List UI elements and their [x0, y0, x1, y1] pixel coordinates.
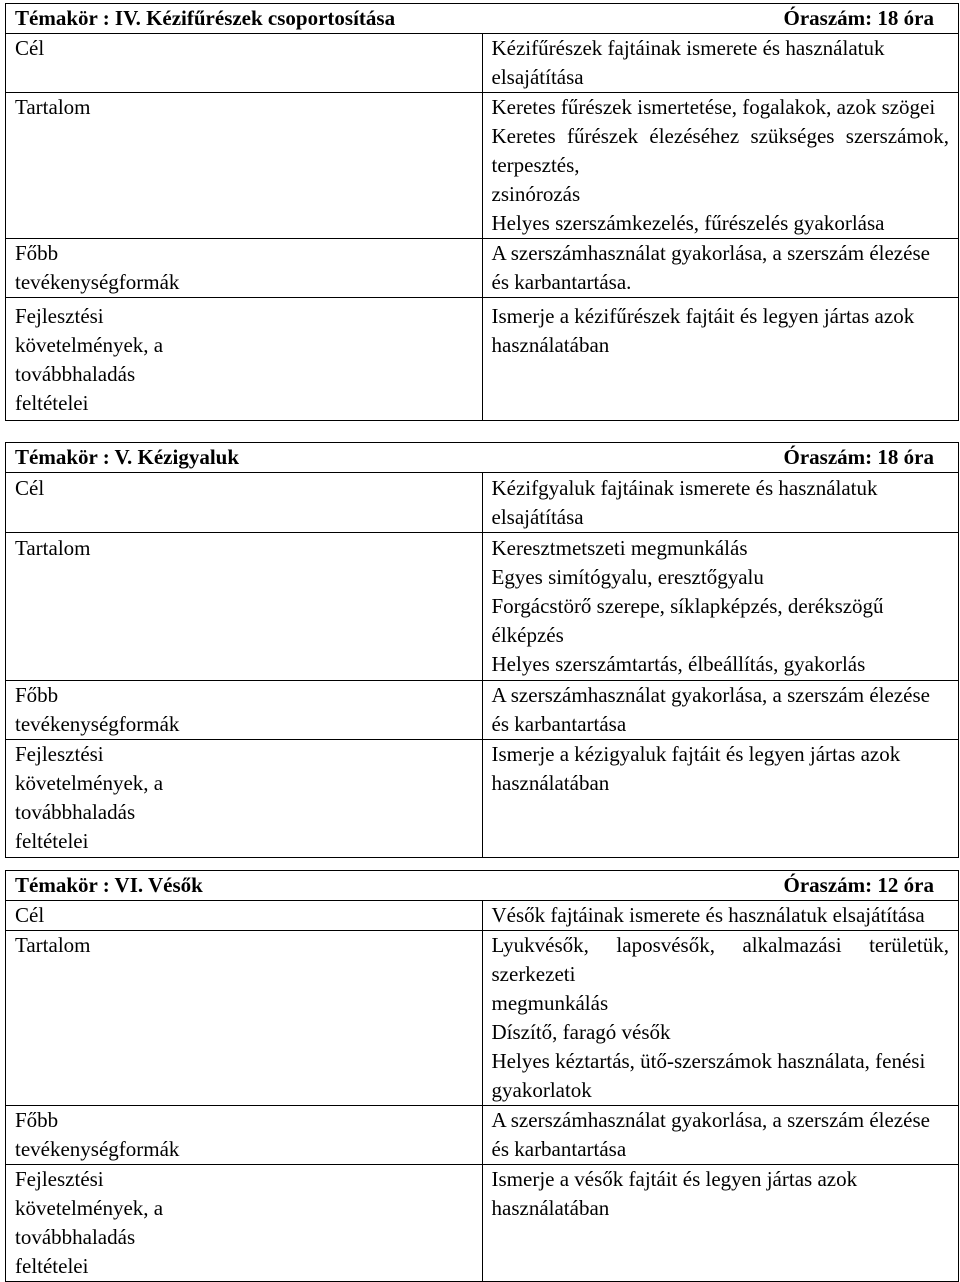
- tartalom-label: Tartalom: [6, 93, 483, 239]
- fejl-value: Ismerje a kézifűrészek fajtáit és legyen jártas azok használatában: [482, 298, 959, 421]
- cel-row: [6, 473, 959, 533]
- tartalom-label: Tartalom: [6, 931, 483, 1106]
- content-line: Egyes simítógyalu, eresztőgyalu: [491, 565, 764, 589]
- content-line: Díszítő, faragó vésők: [491, 1020, 671, 1044]
- topic-hours: Óraszám: 18 óra: [783, 445, 934, 469]
- cel-value: Vésők fajtáinak ismerete és használatuk elsajátítása: [482, 901, 959, 931]
- topic-title: Témakör : IV. Kézifűrészek csoportosítása: [15, 6, 396, 30]
- topic-header: [6, 443, 959, 473]
- topic-header: [6, 871, 959, 901]
- tartalom-row: [6, 533, 959, 681]
- cel-value: Kézifgyaluk fajtáinak ismerete és használatuk elsajátítása: [482, 473, 959, 533]
- content-line: Keretes fűrészek élezéséhez szükséges szerszámok, terpesztés,: [491, 124, 949, 177]
- cel-value: Kézifűrészek fajtáinak ismerete és használatuk elsajátítása: [482, 34, 959, 93]
- fobb-row: [6, 239, 959, 298]
- fejl-label: Fejlesztési követelmények, a továbbhaladás feltételei: [6, 1165, 483, 1282]
- topic-title: Témakör : V. Kézigyaluk: [15, 445, 240, 469]
- content-line: zsinórozás: [491, 182, 581, 206]
- cel-row: [6, 901, 959, 931]
- fobb-value: A szerszámhasználat gyakorlása, a szerszám élezése és karbantartása: [482, 1106, 959, 1165]
- fejl-label: Fejlesztési követelmények, a továbbhaladás feltételei: [6, 298, 483, 421]
- cel-label: Cél: [6, 34, 483, 93]
- tartalom-row: [6, 93, 959, 239]
- content-line: Helyes szerszámkezelés, fűrészelés gyakorlása: [491, 211, 885, 235]
- content-line: Keresztmetszeti megmunkálás: [491, 536, 748, 560]
- fobb-label: Főbb tevékenységformák: [6, 239, 483, 298]
- content-line: Helyes szerszámtartás, élbeállítás, gyakorlás: [491, 652, 866, 676]
- topic-table-iv: [5, 3, 959, 421]
- fejl-value: Ismerje a vésők fajtáit és legyen jártas azok használatában: [482, 1165, 959, 1282]
- fobb-row: [6, 1106, 959, 1165]
- tartalom-value: [482, 533, 959, 681]
- fobb-row: [6, 681, 959, 740]
- tartalom-value: [482, 931, 959, 1106]
- fobb-label: Főbb tevékenységformák: [6, 681, 483, 740]
- fejl-value: Ismerje a kézigyaluk fajtáit és legyen jártas azok használatában: [482, 740, 959, 858]
- fobb-value: A szerszámhasználat gyakorlása, a szerszám élezése és karbantartása.: [482, 239, 959, 298]
- cel-label: Cél: [6, 473, 483, 533]
- content-line: Helyes kéztartás, ütő-szerszámok használata, fenési gyakorlatok: [491, 1049, 926, 1102]
- fejl-label: Fejlesztési követelmények, a továbbhaladás feltételei: [6, 740, 483, 858]
- tartalom-value: [482, 93, 959, 239]
- tartalom-row: [6, 931, 959, 1106]
- content-line: Keretes fűrészek ismertetése, fogalakok, azok szögei: [491, 95, 936, 119]
- topic-hours: Óraszám: 18 óra: [783, 6, 934, 30]
- cel-label: Cél: [6, 901, 483, 931]
- topic-title: Témakör : VI. Vésők: [15, 873, 203, 897]
- fobb-value: A szerszámhasználat gyakorlása, a szerszám élezése és karbantartása: [482, 681, 959, 740]
- fobb-label: Főbb tevékenységformák: [6, 1106, 483, 1165]
- tartalom-label: Tartalom: [6, 533, 483, 681]
- topic-table-v: [5, 442, 959, 858]
- fejl-row: [6, 298, 959, 421]
- content-line: Forgácstörő szerepe, síklapképzés, derékszögű élképzés: [491, 594, 884, 647]
- topic-hours: Óraszám: 12 óra: [783, 873, 934, 897]
- content-line: megmunkálás: [491, 991, 609, 1015]
- cel-row: [6, 34, 959, 93]
- fejl-row: [6, 1165, 959, 1282]
- topic-table-vi: [5, 870, 959, 1282]
- content-line: Lyukvésők, laposvésők, alkalmazási területük, szerkezeti: [491, 933, 949, 986]
- topic-header: [6, 4, 959, 34]
- fejl-row: [6, 740, 959, 858]
